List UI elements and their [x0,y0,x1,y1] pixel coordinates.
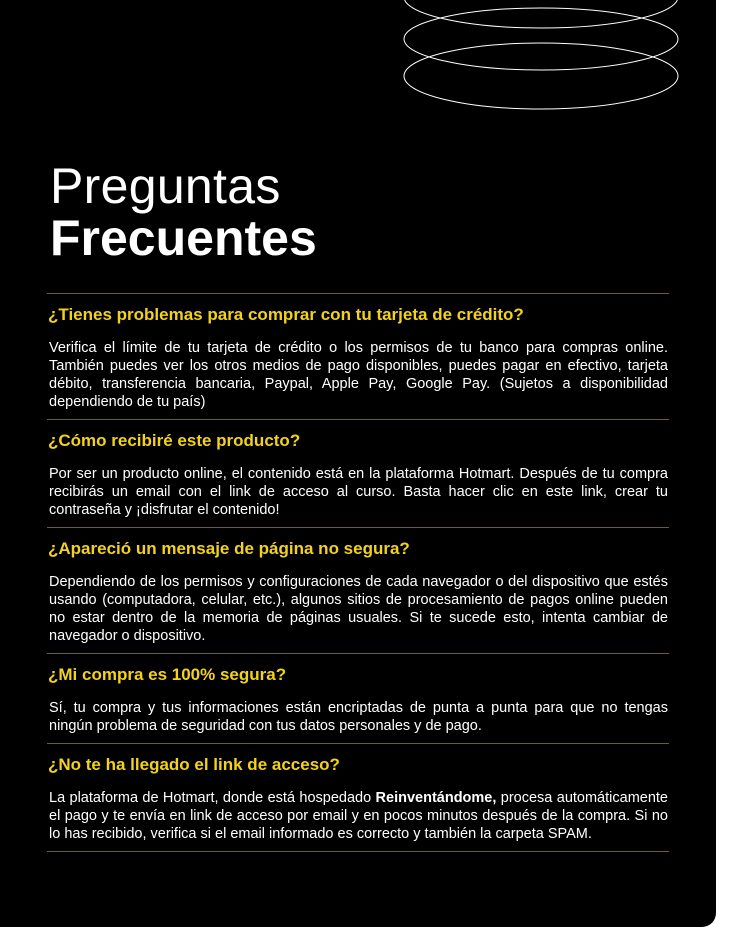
ring-top [404,0,678,28]
faq-item [47,527,669,653]
ring-middle [404,8,678,70]
faq-answer: Verifica el límite de tu tarjeta de crédito o los permisos de tu banco para compras online. También puedes ver los otros medios de pago disponibles, puedes pagar en efectivo, tarjeta débito, transferencia bancaria, Paypal, Apple Pay, Google Pay. (Sujetos a disponibilidad dependiendo de tu país) [49,340,668,410]
faq-item [47,743,669,852]
faq-answer: Por ser un producto online, el contenido está en la plataforma Hotmart. Después de tu compra recibirás un email con el link de acceso al curso. Basta hacer clic en este link, crear tu contraseña y ¡disfrutar el contenido! [49,466,668,518]
faq-answer: Dependiendo de los permisos y configuraciones de cada navegador o del dispositivo que estés usando (computadora, celular, etc.), algunos sitios de procesamiento de pagos online pueden no estar dentro de la memoria de páginas usuales. Si te sucede esto, intenta cambiar de navegador o dispositivo. [49,574,668,644]
faq-question: ¿No te ha llegado el link de acceso? [48,755,340,774]
product-name: Reinventándome, [375,790,497,806]
faq-answer-text-start: La plataforma de Hotmart, donde está hospedado [49,790,376,806]
faq-answer: Sí, tu compra y tus informaciones están encriptadas de punta a punta para que no tengas ningún problema de seguridad con tus datos personales y de pago. [49,700,668,734]
decorative-rings [400,0,690,120]
faq-answer-text-end: procesa automáticamente el pago y te envía en link de acceso por email y en pocos minutos después de la compra. Si no lo has recibido, verifica si el email informado es correcto y también la carpeta SPAM. [49,790,668,842]
faq-question: ¿Apareció un mensaje de página no segura? [48,539,410,558]
faq-question: ¿Tienes problemas para comprar con tu tarjeta de crédito? [48,305,524,324]
faq-answer [47,776,669,851]
faq-item [47,653,669,743]
faq-item [47,419,669,527]
ring-bottom [404,43,678,109]
faq-question: ¿Cómo recibiré este producto? [48,431,301,450]
faq-list [47,293,669,852]
faq-item [47,293,669,419]
title-line-1: Preguntas [50,158,281,214]
title-line-2: Frecuentes [50,210,317,266]
faq-question: ¿Mi compra es 100% segura? [48,665,287,684]
